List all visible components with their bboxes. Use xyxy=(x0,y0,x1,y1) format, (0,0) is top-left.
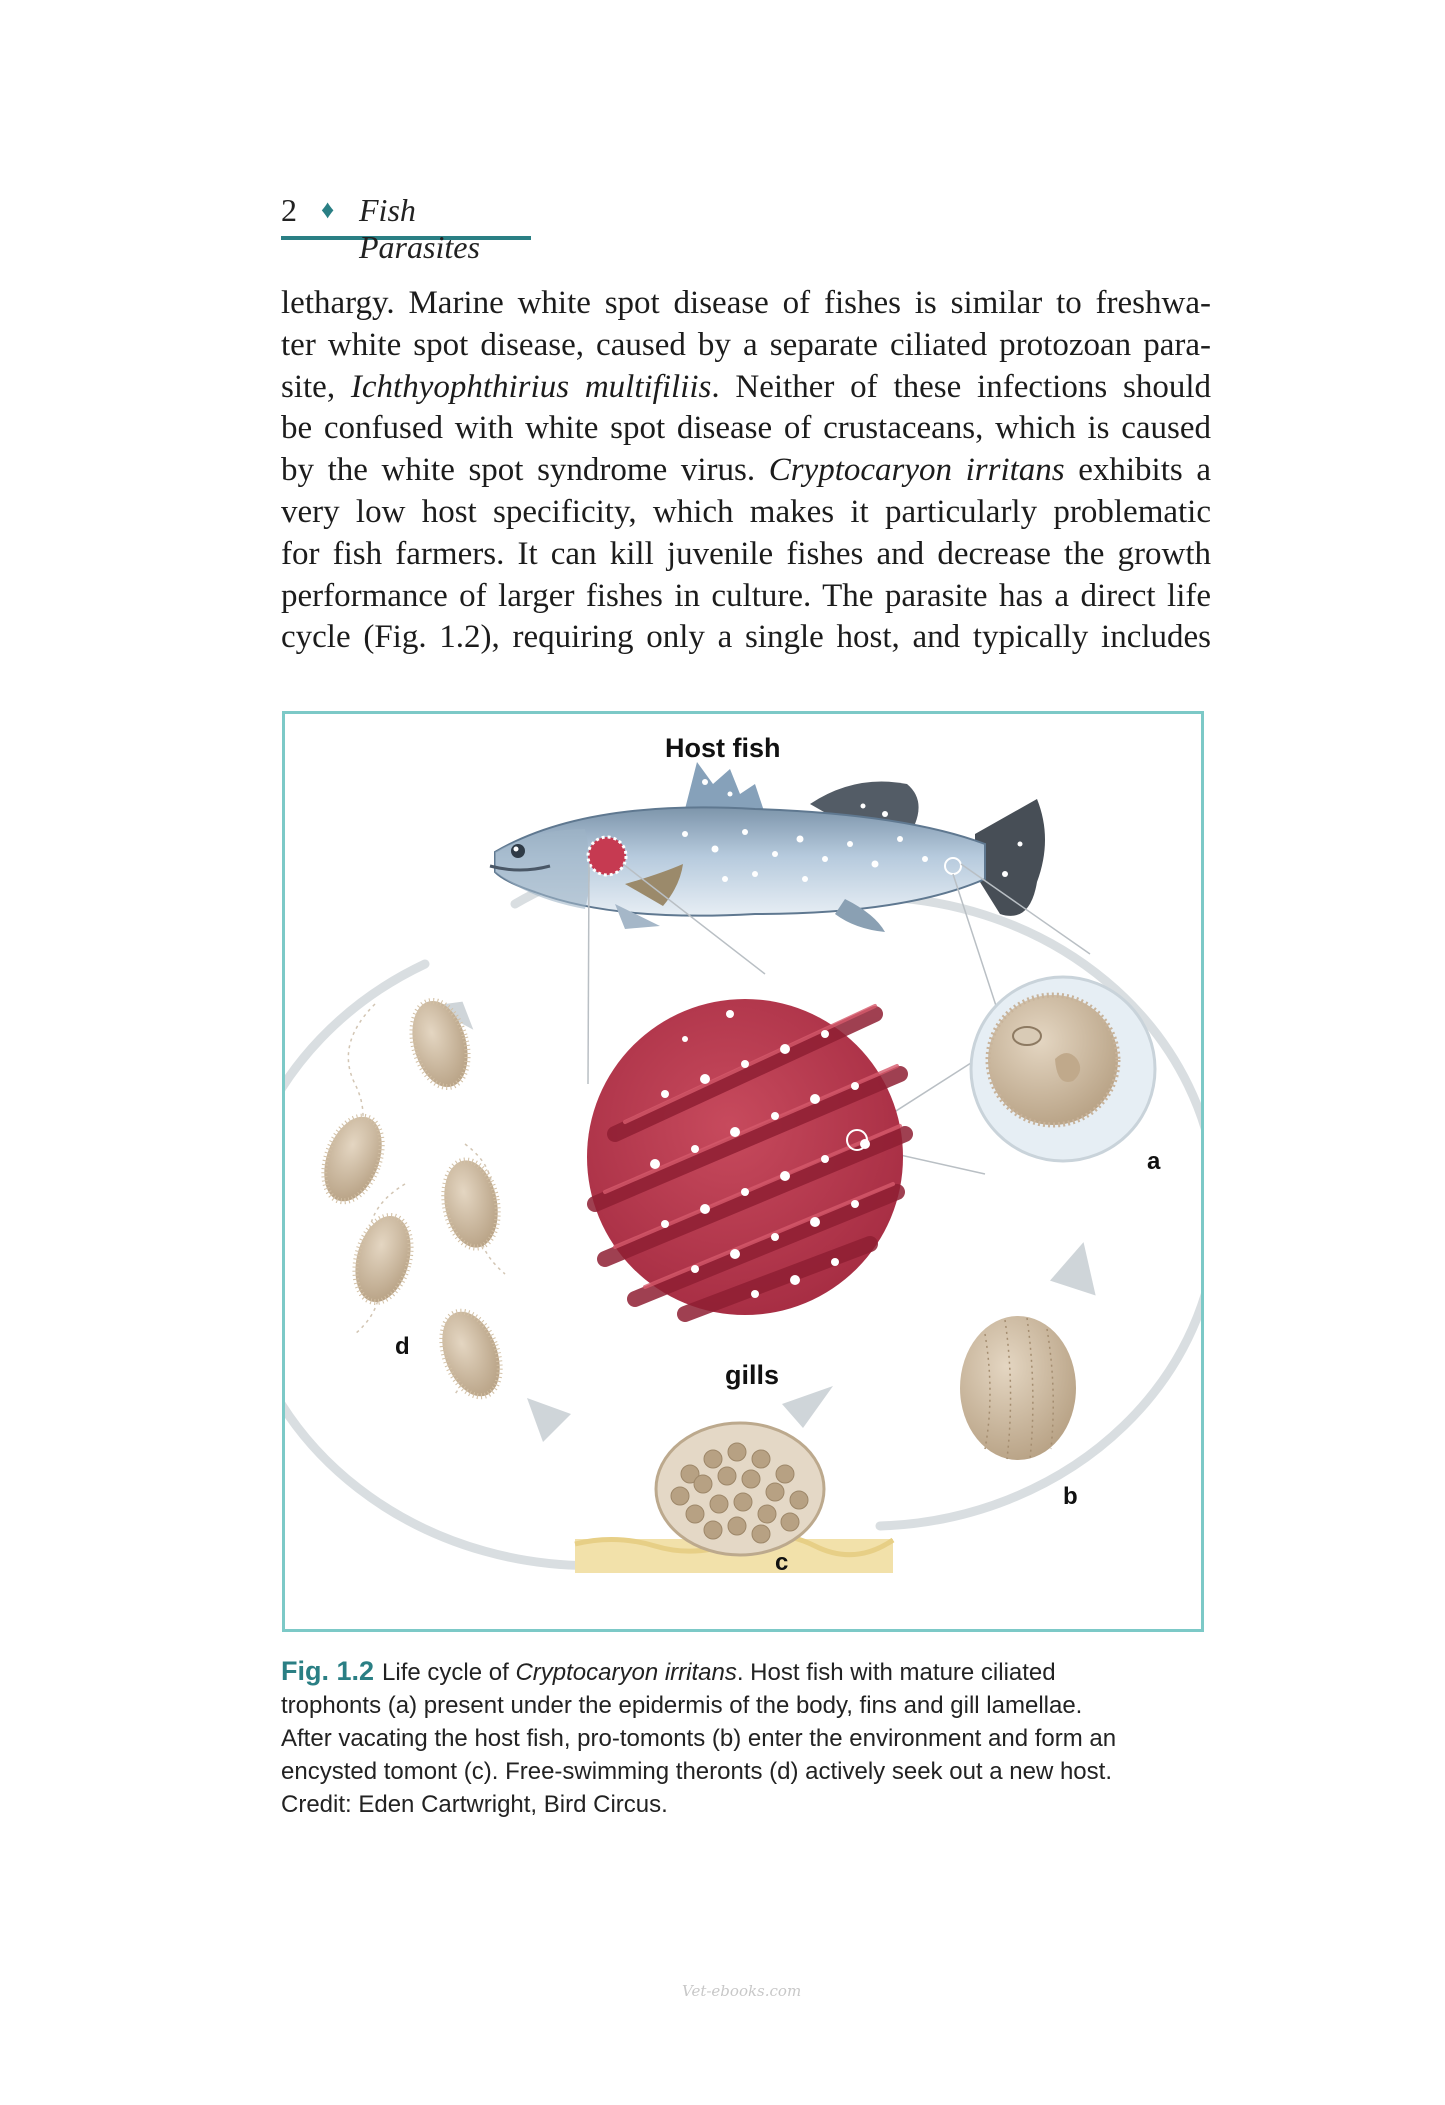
label-c: c xyxy=(775,1549,789,1576)
diamond-icon: ♦ xyxy=(321,195,335,224)
species-name: Ichthyophthirius multifiliis xyxy=(350,368,712,405)
protomont-illustration xyxy=(960,1316,1076,1460)
text-line: by the white spot syndrome virus. Cryptocaryon irritans exhibits a xyxy=(281,452,1211,489)
watermark-logo: Vet-ebooks.com xyxy=(682,1982,802,2000)
figure-number: Fig. 1.2 xyxy=(281,1656,375,1686)
text-line: ter white spot disease, caused by a separate ciliated protozoan para- xyxy=(281,326,1211,363)
species-name: Cryptocaryon irritans xyxy=(768,452,1065,489)
life-cycle-illustration xyxy=(285,714,1201,1629)
trophont-illustration xyxy=(971,977,1155,1161)
text-line: site, Ichthyophthirius multifiliis. Neither of these infections should xyxy=(281,368,1212,405)
running-header xyxy=(281,190,531,265)
text-line: be confused with white spot disease of crustaceans, which is caused xyxy=(281,410,1211,447)
text-line: performance of larger fishes in culture. The parasite has a direct life xyxy=(281,577,1211,614)
book-title: Fish Parasites xyxy=(359,192,480,265)
gill-magnified-illustration xyxy=(587,999,905,1315)
caption-line: Fig. 1.2 Life cycle of Cryptocaryon irritans. Host fish with mature ciliated xyxy=(281,1656,1056,1686)
text-line: lethargy. Marine white spot disease of fishes is similar to freshwa- xyxy=(281,285,1211,321)
page-number: 2 xyxy=(281,192,297,228)
text-line: cycle (Fig. 1.2), requiring only a single host, and typically includes xyxy=(281,619,1211,656)
label-a: a xyxy=(1147,1148,1161,1175)
text-line: for fish farmers. It can kill juvenile fishes and decrease the growth xyxy=(281,535,1211,572)
gills-label: gills xyxy=(725,1360,780,1390)
text-line: very low host specificity, which makes it particularly problematic xyxy=(281,493,1211,530)
caption-line: After vacating the host fish, pro-tomonts (b) enter the environment and form an xyxy=(281,1725,1117,1752)
body-paragraph xyxy=(281,283,1211,659)
label-d: d xyxy=(395,1333,410,1360)
figure-caption xyxy=(281,1655,1221,1821)
label-b: b xyxy=(1063,1483,1078,1510)
life-cycle-figure xyxy=(282,711,1204,1632)
caption-line: encysted tomont (c). Free-swimming theronts (d) actively seek out a new host. xyxy=(281,1758,1112,1785)
caption-line: Credit: Eden Cartwright, Bird Circus. xyxy=(281,1791,668,1818)
theront-illustration xyxy=(314,995,511,1404)
tomont-illustration xyxy=(575,1423,893,1573)
caption-line: trophonts (a) present under the epidermis of the body, fins and gill lamellae. xyxy=(281,1692,1083,1719)
host-fish-label: Host fish xyxy=(665,733,781,763)
